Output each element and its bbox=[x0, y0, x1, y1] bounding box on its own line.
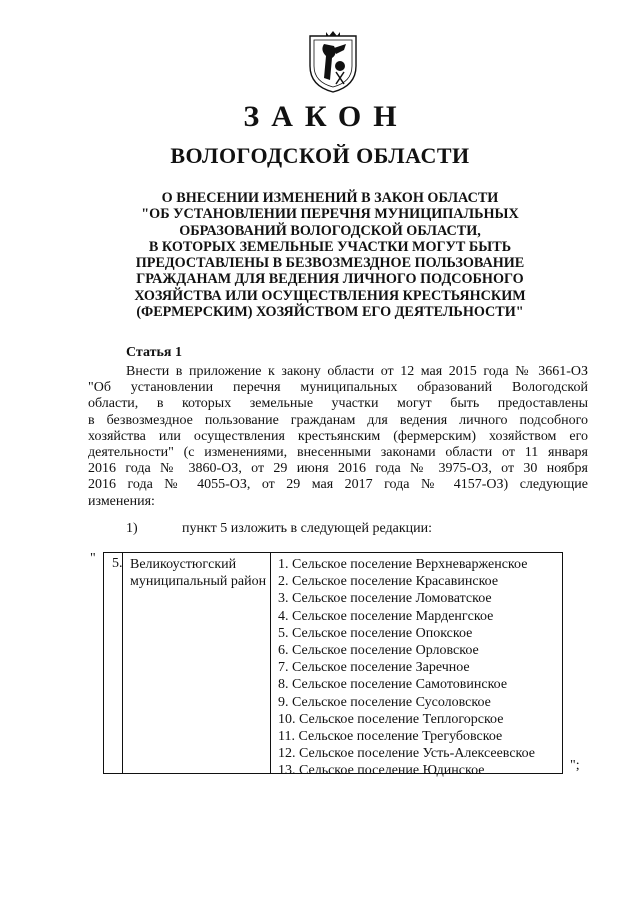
amendment-item-number: 1) bbox=[126, 521, 138, 536]
body-line: области, в которых земельные участки могут быть предоставлены bbox=[88, 396, 588, 412]
article-heading: Статья 1 bbox=[126, 345, 182, 360]
subject-line: О ВНЕСЕНИИ ИЗМЕНЕНИЙ В ЗАКОН ОБЛАСТИ bbox=[161, 190, 499, 206]
subject-line: ПРЕДОСТАВЛЕНЫ В БЕЗВОЗМЕЗДНОЕ ПОЛЬЗОВАНИЕ bbox=[135, 255, 525, 272]
coat-of-arms-icon bbox=[306, 30, 360, 94]
body-line: изменения: bbox=[88, 493, 155, 509]
body-line: "Об установлении перечня муниципальных образований Вологодской bbox=[88, 380, 588, 396]
body-line: 2016 года № 4055-ОЗ, от 29 мая 2017 года № 4157-ОЗ) следующие bbox=[88, 477, 588, 493]
table-divider bbox=[270, 553, 271, 773]
subject-line: ОБРАЗОВАНИЙ ВОЛОГОДСКОЙ ОБЛАСТИ, bbox=[179, 222, 481, 239]
list-item: 11. Сельское поселение Трегубовское bbox=[278, 729, 503, 745]
law-subject bbox=[80, 190, 580, 320]
body-line: в безвозмездное пользование гражданам для ведения личного подсобного bbox=[88, 412, 588, 428]
list-item: 5. Сельское поселение Опокское bbox=[278, 625, 473, 641]
vologda-coat-of-arms-icon bbox=[306, 30, 360, 94]
list-item: 2. Сельское поселение Красавинское bbox=[278, 574, 499, 590]
list-item: 3. Сельское поселение Ломоватское bbox=[278, 591, 492, 607]
list-item: 9. Сельское поселение Сусоловское bbox=[278, 694, 491, 710]
list-item: 10. Сельское поселение Теплогорское bbox=[278, 711, 504, 727]
table-close-quote: "; bbox=[570, 758, 580, 773]
table-open-quote: " bbox=[90, 551, 96, 566]
list-item: 1. Сельское поселение Верхневарженское bbox=[278, 557, 528, 572]
district-name: Великоустюгский муниципальный район bbox=[130, 557, 267, 590]
table-divider bbox=[122, 553, 123, 773]
list-item: 8. Сельское поселение Самотовинское bbox=[278, 677, 508, 693]
amendment-item bbox=[126, 521, 432, 537]
list-item: 12. Сельское поселение Усть-Алексеевское bbox=[278, 746, 536, 762]
law-title: ЗАКОН bbox=[243, 100, 409, 133]
body-line: 2016 года № 3860-ОЗ, от 29 июня 2016 года № 3975-ОЗ, от 30 ноября bbox=[88, 461, 588, 477]
subject-line: (ФЕРМЕРСКИМ) ХОЗЯЙСТВОМ ЕГО ДЕЯТЕЛЬНОСТИ" bbox=[136, 304, 524, 321]
subject-line: "ОБ УСТАНОВЛЕНИИ ПЕРЕЧНЯ МУНИЦИПАЛЬНЫХ bbox=[141, 206, 519, 223]
article-body bbox=[88, 364, 588, 510]
subject-line: ХОЗЯЙСТВА ИЛИ ОСУЩЕСТВЛЕНИЯ КРЕСТЬЯНСКИМ bbox=[134, 287, 526, 304]
subject-line: ГРАЖДАНАМ ДЛЯ ВЕДЕНИЯ ЛИЧНОГО ПОДСОБНОГО bbox=[136, 271, 524, 288]
subject-line: В КОТОРЫХ ЗЕМЕЛЬНЫЕ УЧАСТКИ МОГУТ БЫТЬ bbox=[148, 238, 512, 255]
list-item: 7. Сельское поселение Заречное bbox=[278, 660, 470, 676]
table-row-number: 5. bbox=[112, 556, 123, 571]
body-line: хозяйства или осуществления крестьянским (фермерским) хозяйством его bbox=[88, 428, 588, 444]
amendment-item-text: пункт 5 изложить в следующей редакции: bbox=[182, 521, 432, 536]
list-item: 13. Сельское поселение Юдинское bbox=[278, 763, 485, 779]
list-item: 6. Сельское поселение Орловское bbox=[278, 643, 479, 659]
region-title: ВОЛОГОДСКОЙ ОБЛАСТИ bbox=[170, 143, 470, 168]
settlements-list bbox=[278, 556, 535, 780]
settlements-table bbox=[103, 552, 563, 779]
body-line: Внести в приложение к закону области от 12 мая 2015 года № 3661-ОЗ bbox=[126, 364, 588, 379]
list-item: 4. Сельское поселение Марденгское bbox=[278, 608, 494, 624]
body-line: деятельности" (с изменениями, внесенными законами области от 11 января bbox=[88, 445, 588, 461]
